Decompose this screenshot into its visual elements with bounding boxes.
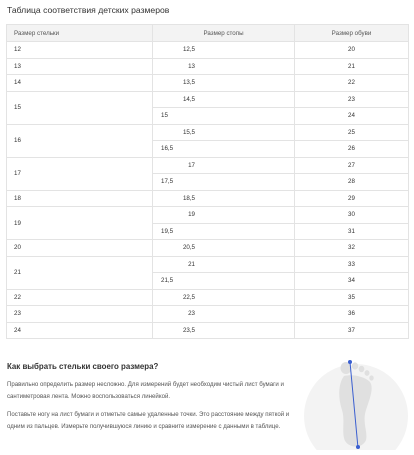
foot-size-cell: 13 <box>153 58 295 75</box>
table-row <box>7 91 409 108</box>
table-row <box>7 124 409 141</box>
guide-paragraph-2: Поставьте ногу на лист бумаги и отметьте самые удаленные точки. Это расстояние между пяткой и одним из пальцев. Измерьте получившуюся линию и сравните измерение с данными в таблице. <box>7 411 290 430</box>
insole-size-cell: 12 <box>7 42 153 59</box>
shoe-size-cell: 25 <box>295 124 409 141</box>
foot-size-cell: 21,5 <box>153 273 295 290</box>
foot-size-cell: 15 <box>153 108 295 125</box>
foot-measure-icon <box>304 354 410 450</box>
shoe-size-cell: 29 <box>295 190 409 207</box>
insole-size-cell: 16 <box>7 124 153 157</box>
shoe-size-cell: 31 <box>295 223 409 240</box>
foot-size-cell: 17,5 <box>153 174 295 191</box>
table-body <box>7 42 409 339</box>
foot-size-cell: 21 <box>153 256 295 273</box>
insole-size-cell: 20 <box>7 240 153 257</box>
insole-size-cell: 14 <box>7 75 153 92</box>
insole-size-cell: 23 <box>7 306 153 323</box>
foot-size-cell: 13,5 <box>153 75 295 92</box>
insole-size-cell: 22 <box>7 289 153 306</box>
foot-size-cell: 15,5 <box>153 124 295 141</box>
shoe-size-cell: 34 <box>295 273 409 290</box>
guide-heading: Как выбрать стельки своего размера? <box>7 362 159 371</box>
header-foot-size: Размер стопы <box>153 25 295 42</box>
guide-paragraph-1: Правильно определить размер несложно. Для измерений будет необходим чистый лист бумаги и сантиметровая лента. Можно воспользоваться линейкой. <box>7 381 284 400</box>
shoe-size-cell: 37 <box>295 322 409 339</box>
shoe-size-cell: 23 <box>295 91 409 108</box>
table-row <box>7 75 409 92</box>
shoe-size-cell: 26 <box>295 141 409 158</box>
table-row <box>7 289 409 306</box>
table-row <box>7 190 409 207</box>
measure-point-top <box>348 360 352 364</box>
insole-size-cell: 13 <box>7 58 153 75</box>
foot-size-cell: 18,5 <box>153 190 295 207</box>
table-row <box>7 58 409 75</box>
insole-size-cell: 15 <box>7 91 153 124</box>
shoe-size-cell: 21 <box>295 58 409 75</box>
insole-size-cell: 18 <box>7 190 153 207</box>
table-row <box>7 207 409 224</box>
foot-size-cell: 22,5 <box>153 289 295 306</box>
page-title: Таблица соответствия детских размеров <box>7 5 170 15</box>
foot-size-cell: 17 <box>153 157 295 174</box>
shoe-size-cell: 27 <box>295 157 409 174</box>
table-row <box>7 322 409 339</box>
shoe-size-cell: 28 <box>295 174 409 191</box>
shoe-size-cell: 22 <box>295 75 409 92</box>
foot-size-cell: 23,5 <box>153 322 295 339</box>
table-header-row <box>7 25 409 42</box>
shoe-size-cell: 35 <box>295 289 409 306</box>
table-row <box>7 157 409 174</box>
shoe-size-cell: 32 <box>295 240 409 257</box>
insole-size-cell: 19 <box>7 207 153 240</box>
foot-size-cell: 19 <box>153 207 295 224</box>
foot-measure-illustration <box>304 354 410 450</box>
foot-size-cell: 19,5 <box>153 223 295 240</box>
size-table <box>6 24 409 339</box>
shoe-size-cell: 33 <box>295 256 409 273</box>
table-row <box>7 42 409 59</box>
foot-size-cell: 12,5 <box>153 42 295 59</box>
shoe-size-cell: 36 <box>295 306 409 323</box>
shoe-size-cell: 20 <box>295 42 409 59</box>
foot-size-cell: 16,5 <box>153 141 295 158</box>
insole-size-cell: 24 <box>7 322 153 339</box>
header-shoe-size: Размер обуви <box>295 25 409 42</box>
shoe-size-cell: 24 <box>295 108 409 125</box>
insole-size-cell: 21 <box>7 256 153 289</box>
insole-size-cell: 17 <box>7 157 153 190</box>
shoe-size-cell: 30 <box>295 207 409 224</box>
measure-point-bottom <box>356 445 360 449</box>
table-row <box>7 306 409 323</box>
header-insole-size: Размер стельки <box>7 25 153 42</box>
table-row <box>7 240 409 257</box>
foot-size-cell: 14,5 <box>153 91 295 108</box>
table-row <box>7 256 409 273</box>
foot-size-cell: 23 <box>153 306 295 323</box>
foot-size-cell: 20,5 <box>153 240 295 257</box>
